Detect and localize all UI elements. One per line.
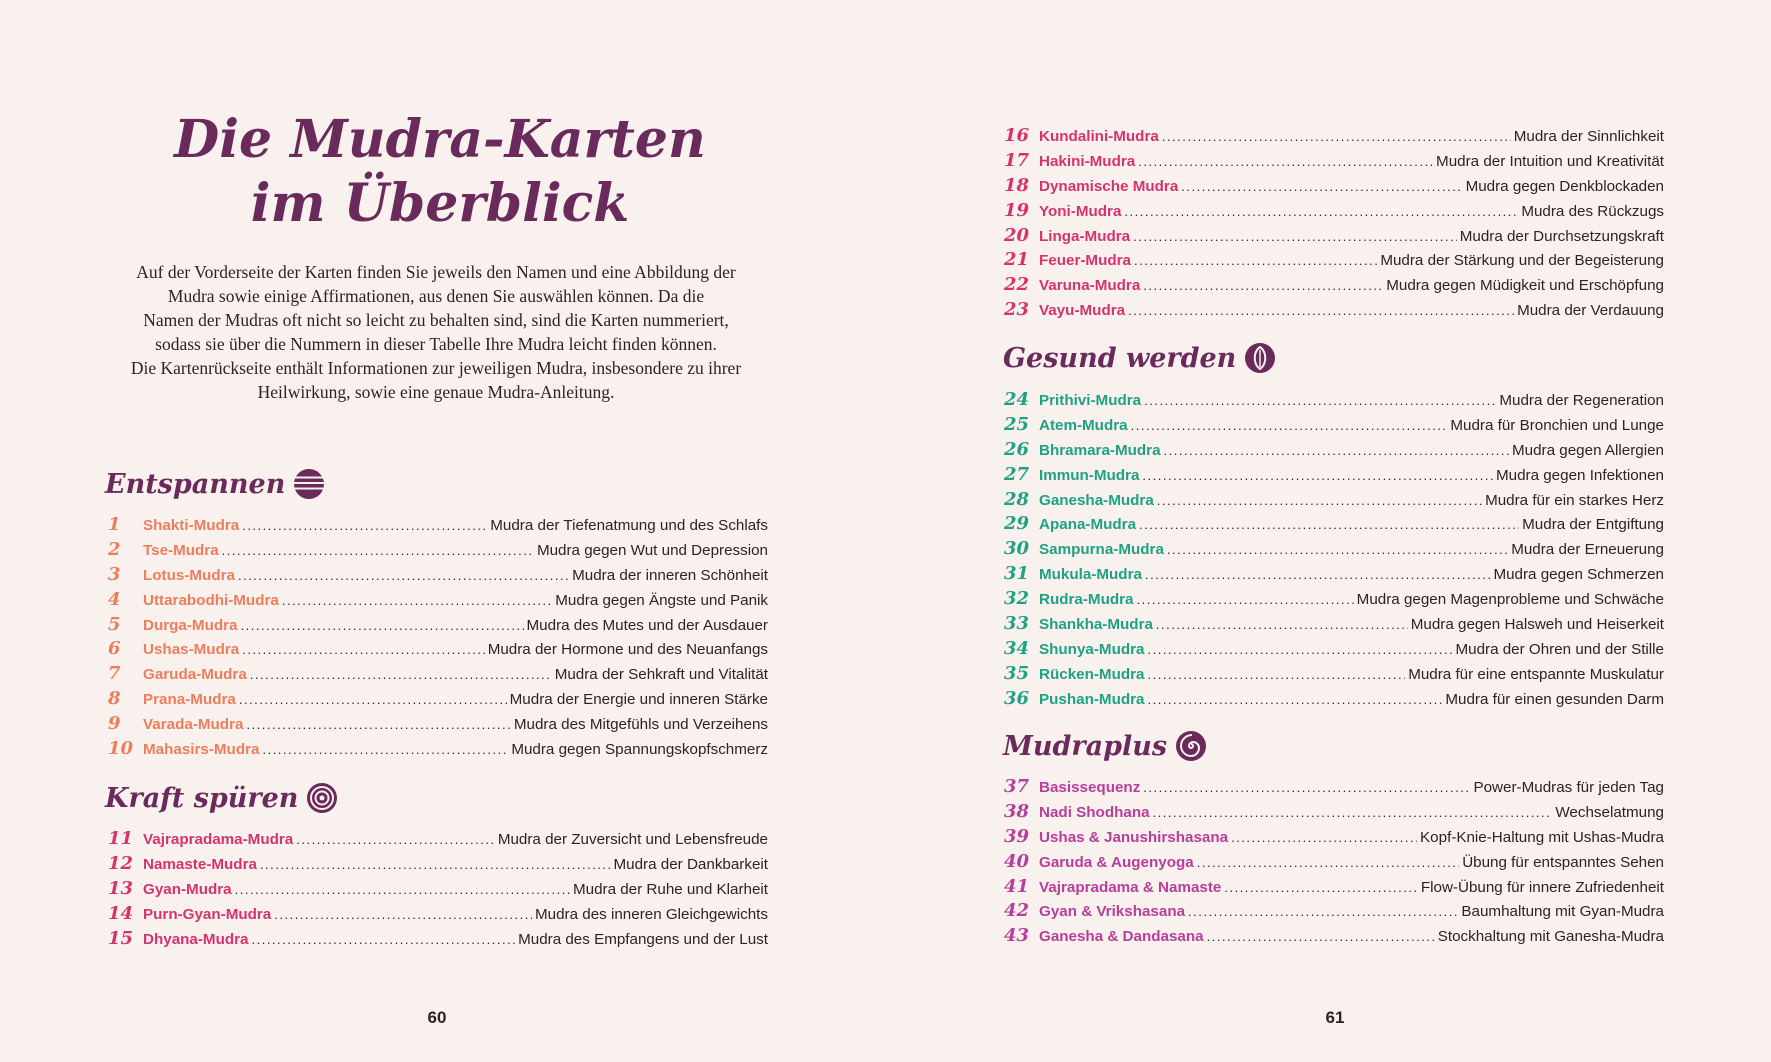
list-gesund	[1004, 388, 1664, 712]
mudra-description: Mudra gegen Ängste und Panik	[555, 591, 768, 609]
mudra-description: Kopf-Knie-Haltung mit Ushas-Mudra	[1420, 828, 1664, 846]
section-heading-label: Gesund werden	[1003, 342, 1237, 374]
list-entspannen	[108, 513, 768, 762]
dot-leader	[1162, 125, 1511, 150]
dot-leader	[1156, 613, 1408, 638]
card-number: 21	[1004, 249, 1030, 271]
left-page	[0, 0, 885, 1062]
card-number: 8	[108, 688, 121, 710]
mudra-description: Mudra des Mutes und der Ausdauer	[526, 616, 768, 634]
mudra-name: Kundalini-Mudra	[1039, 128, 1159, 145]
dot-leader	[1131, 414, 1448, 439]
dot-leader	[242, 514, 487, 539]
card-number: 17	[1004, 149, 1030, 171]
dot-leader	[274, 903, 532, 928]
title-line-2: im Überblick	[250, 173, 630, 234]
mudra-description: Mudra der Tiefenatmung und des Schlafs	[490, 517, 768, 534]
card-number: 2	[108, 538, 121, 560]
dot-leader	[238, 564, 569, 589]
mudra-description: Mudra für einen gesunden Darm	[1445, 690, 1664, 708]
section-heading-mudraplus	[1003, 730, 1207, 762]
mudra-description: Mudra der Sinnlichkeit	[1513, 128, 1664, 145]
mudra-description: Mudra für ein starkes Herz	[1485, 491, 1664, 509]
card-number: 3	[108, 563, 121, 585]
dot-leader	[222, 539, 534, 564]
dot-leader	[1197, 851, 1459, 876]
mudra-description: Mudra der Erneuerung	[1511, 541, 1664, 559]
mudra-description: Übung für entspanntes Sehen	[1462, 853, 1664, 871]
card-number: 26	[1004, 438, 1030, 460]
mudra-name: Hakini-Mudra	[1039, 152, 1136, 170]
card-number: 41	[1004, 875, 1030, 897]
list-item	[108, 737, 768, 762]
right-page	[885, 0, 1771, 1062]
mudra-description: Mudra der Entgiftung	[1522, 516, 1664, 534]
list-item	[1004, 512, 1664, 537]
intro-line: Die Kartenrückseite enthält Informationen zur jeweiligen Mudra, insbesondere zu ihrer	[130, 358, 742, 378]
dot-leader	[1124, 200, 1518, 225]
mudra-description: Mudra gegen Denkblockaden	[1465, 177, 1664, 195]
list-item	[1004, 298, 1664, 323]
list-item	[1004, 438, 1664, 463]
dot-leader	[1164, 439, 1509, 464]
card-number: 28	[1004, 488, 1030, 510]
dot-leader	[1224, 876, 1418, 901]
list-item	[1004, 637, 1664, 662]
dot-leader	[1142, 464, 1493, 489]
mudra-description: Mudra der Sehkraft und Vitalität	[554, 666, 768, 684]
dot-leader	[260, 853, 611, 878]
mudra-name: Prana-Mudra	[143, 691, 236, 709]
mudra-name: Dhyana-Mudra	[143, 930, 249, 948]
dot-leader	[1138, 150, 1433, 175]
list-item	[108, 588, 768, 613]
list-item	[108, 877, 768, 902]
mudra-description: Mudra des inneren Gleichgewichts	[535, 905, 768, 923]
list-item	[1004, 899, 1664, 924]
mudra-name: Varuna-Mudra	[1039, 277, 1141, 295]
card-number: 40	[1004, 850, 1030, 872]
card-number: 32	[1004, 588, 1030, 610]
list-item	[1004, 924, 1664, 949]
card-number: 9	[108, 713, 121, 735]
dot-leader	[1231, 826, 1417, 851]
list-item	[1004, 388, 1664, 413]
list-item	[108, 827, 768, 852]
list-item	[1004, 174, 1664, 199]
card-number: 35	[1004, 662, 1030, 684]
card-number: 37	[1004, 776, 1030, 797]
mudra-description: Mudra gegen Halsweh und Heiserkeit	[1410, 616, 1664, 634]
card-number: 29	[1004, 513, 1030, 535]
mudra-description: Mudra für Bronchien und Lunge	[1450, 416, 1664, 434]
section-heading-kraft	[105, 782, 338, 814]
list-item	[1004, 149, 1664, 174]
section-heading-gesund	[1003, 342, 1276, 374]
mudra-name: Linga-Mudra	[1039, 227, 1131, 245]
list-item	[1004, 850, 1664, 875]
mudra-name: Gyan-Mudra	[143, 880, 232, 898]
mudra-name: Bhramara-Mudra	[1039, 441, 1161, 459]
page-number-right: 61	[1325, 1008, 1345, 1027]
card-number: 15	[108, 927, 134, 949]
mudra-description: Wechselatmung	[1555, 803, 1664, 821]
mudra-name: Namaste-Mudra	[143, 855, 257, 873]
mudra-name: Rücken-Mudra	[1039, 665, 1145, 683]
list-item	[108, 902, 768, 927]
mudra-description: Mudra der inneren Schönheit	[572, 566, 768, 584]
mudra-name: Prithivi-Mudra	[1039, 392, 1142, 409]
dot-leader	[239, 688, 507, 713]
list-item	[1004, 199, 1664, 224]
dot-leader	[1144, 389, 1496, 414]
list-item	[108, 712, 768, 737]
mudra-description: Mudra gegen Infektionen	[1495, 466, 1664, 484]
intro-line: Namen der Mudras oft nicht so leicht zu behalten sind, sind die Karten nummeriert,	[143, 310, 729, 330]
mudra-name: Garuda-Mudra	[143, 666, 247, 684]
mudra-name: Basissequenz	[1039, 779, 1141, 796]
list-item	[1004, 825, 1664, 850]
list-item	[108, 637, 768, 662]
card-number: 24	[1004, 389, 1030, 410]
mudra-description: Mudra der Zuversicht und Lebensfreude	[497, 831, 768, 848]
mudra-description: Mudra für eine entspannte Muskulatur	[1408, 665, 1664, 683]
card-number: 20	[1004, 224, 1030, 246]
mudra-name: Vajrapradama-Mudra	[143, 831, 294, 848]
list-kraft-part1	[108, 827, 768, 951]
mudra-name: Pushan-Mudra	[1039, 690, 1145, 708]
list-item	[1004, 687, 1664, 712]
mudra-description: Power-Mudras für jeden Tag	[1473, 779, 1664, 796]
section-heading-entspannen	[105, 468, 325, 500]
mudra-description: Mudra gegen Spannungskopfschmerz	[511, 741, 768, 759]
mudra-description: Mudra des Empfangens und der Lust	[518, 930, 768, 948]
mudra-name: Rudra-Mudra	[1039, 591, 1134, 609]
mudra-description: Mudra der Hormone und des Neuanfangs	[487, 641, 768, 659]
card-number: 13	[108, 877, 134, 899]
dot-leader	[1157, 489, 1482, 514]
list-item	[108, 563, 768, 588]
intro-text	[100, 260, 772, 404]
intro-line: Mudra sowie einige Affirmationen, aus denen Sie auswählen können. Da die	[167, 286, 705, 306]
mudra-description: Mudra der Verdauung	[1517, 302, 1664, 320]
mudra-name: Atem-Mudra	[1039, 416, 1128, 434]
mudra-description: Mudra der Intuition und Kreativität	[1436, 152, 1664, 170]
dot-leader	[1145, 563, 1491, 588]
dot-leader	[1128, 299, 1514, 324]
list-item	[1004, 413, 1664, 438]
mudra-name: Ganesha & Dandasana	[1039, 928, 1204, 946]
dot-leader	[1143, 776, 1470, 801]
mudra-description: Baumhaltung mit Gyan-Mudra	[1461, 903, 1664, 921]
card-number: 39	[1004, 825, 1030, 847]
card-number: 12	[108, 852, 134, 874]
intro-line: sodass sie über die Nummern in dieser Tabelle Ihre Mudra leicht finden können.	[155, 334, 717, 354]
mudra-description: Mudra gegen Allergien	[1512, 441, 1664, 459]
mudra-description: Flow-Übung für innere Zufriedenheit	[1420, 878, 1664, 896]
mudra-description: Mudra des Mitgefühls und Verzeihens	[513, 716, 768, 734]
concentric-circles-icon	[306, 782, 338, 814]
dot-leader	[1147, 688, 1442, 713]
list-item	[108, 538, 768, 563]
card-number: 34	[1004, 637, 1030, 659]
mudra-name: Nadi Shodhana	[1039, 803, 1150, 821]
dot-leader	[1167, 538, 1508, 563]
mudra-name: Purn-Gyan-Mudra	[143, 905, 272, 923]
mudra-description: Mudra der Stärkung und der Begeisterung	[1380, 252, 1664, 270]
list-item	[1004, 248, 1664, 273]
mudra-name: Sampurna-Mudra	[1039, 541, 1164, 559]
mudra-name: Apana-Mudra	[1039, 516, 1137, 534]
mudra-name: Immun-Mudra	[1039, 466, 1140, 484]
dot-leader	[282, 589, 552, 614]
card-number: 31	[1004, 563, 1030, 585]
mudra-name: Shunya-Mudra	[1039, 640, 1145, 658]
list-item	[1004, 463, 1664, 488]
dot-leader	[1139, 513, 1519, 538]
mudra-name: Garuda & Augenyoga	[1039, 853, 1194, 871]
card-number: 38	[1004, 800, 1030, 822]
mudra-name: Dynamische Mudra	[1039, 177, 1179, 195]
mudra-description: Stockhaltung mit Ganesha-Mudra	[1437, 928, 1664, 946]
section-heading-label: Kraft spüren	[105, 782, 299, 814]
mudra-name: Varada-Mudra	[143, 716, 244, 734]
dot-leader	[1188, 900, 1458, 925]
list-mudraplus	[1004, 775, 1664, 949]
mudra-name: Gyan & Vrikshasana	[1039, 903, 1186, 921]
card-number: 7	[108, 663, 121, 685]
section-heading-label: Mudraplus	[1003, 730, 1168, 762]
dot-leader	[262, 738, 508, 763]
dot-leader	[250, 663, 552, 688]
mudra-name: Ushas-Mudra	[143, 641, 240, 659]
mudra-description: Mudra gegen Wut und Depression	[536, 541, 768, 559]
card-number: 33	[1004, 613, 1030, 635]
mudra-name: Tse-Mudra	[143, 541, 219, 559]
mudra-description: Mudra der Regeneration	[1499, 392, 1664, 409]
list-item	[108, 852, 768, 877]
card-number: 25	[1004, 413, 1030, 435]
dot-leader	[1181, 175, 1462, 200]
mudra-name: Mahasirs-Mudra	[143, 741, 260, 759]
title-line-1: Die Mudra-Karten	[174, 109, 706, 170]
dot-leader	[1147, 638, 1452, 663]
list-item	[108, 513, 768, 538]
dot-leader	[235, 878, 570, 903]
list-item	[1004, 224, 1664, 249]
list-item	[108, 927, 768, 952]
mudra-description: Mudra gegen Magenprobleme und Schwäche	[1356, 591, 1664, 609]
dot-leader	[1134, 249, 1377, 274]
card-number: 14	[108, 902, 134, 924]
list-item	[108, 687, 768, 712]
dot-leader	[1133, 225, 1457, 250]
list-item	[1004, 800, 1664, 825]
page-title	[90, 108, 790, 236]
dot-leader	[241, 614, 524, 639]
mudra-name: Mukula-Mudra	[1039, 566, 1142, 584]
card-number: 19	[1004, 199, 1030, 221]
card-number: 27	[1004, 463, 1030, 485]
striped-circle-icon	[293, 468, 325, 500]
mudra-name: Shakti-Mudra	[143, 517, 240, 534]
mudra-description: Mudra gegen Müdigkeit und Erschöpfung	[1386, 277, 1664, 295]
card-number: 30	[1004, 538, 1030, 560]
mudra-name: Ushas & Janushirshasana	[1039, 828, 1229, 846]
card-number: 6	[108, 638, 121, 660]
card-number: 22	[1004, 274, 1030, 296]
list-item	[1004, 273, 1664, 298]
dot-leader	[1147, 663, 1405, 688]
intro-line: Auf der Vorderseite der Karten finden Sie jeweils den Namen und eine Abbildung der	[136, 262, 736, 282]
list-item	[1004, 662, 1664, 687]
mudra-description: Mudra der Energie und inneren Stärke	[509, 691, 768, 709]
mudra-description: Mudra gegen Schmerzen	[1493, 566, 1664, 584]
mudra-description: Mudra des Rückzugs	[1521, 202, 1664, 220]
section-heading-label: Entspannen	[105, 468, 286, 500]
card-number: 43	[1004, 925, 1030, 947]
card-number: 36	[1004, 687, 1030, 709]
intro-line: Heilwirkung, sowie eine genaue Mudra-Anleitung.	[257, 382, 615, 402]
list-item	[1004, 562, 1664, 587]
mudra-name: Ganesha-Mudra	[1039, 491, 1154, 509]
dot-leader	[246, 713, 510, 738]
mudra-name: Uttarabodhi-Mudra	[143, 591, 279, 609]
list-item	[1004, 488, 1664, 513]
card-number: 11	[108, 828, 134, 849]
list-kraft-part2	[1004, 124, 1664, 323]
mudra-description: Mudra der Dankbarkeit	[613, 855, 768, 873]
dot-leader	[296, 828, 495, 853]
leaf-circle-icon	[1244, 342, 1276, 374]
page-number-left: 60	[427, 1008, 447, 1027]
card-number: 16	[1004, 125, 1030, 146]
mudra-name: Vayu-Mudra	[1039, 302, 1126, 320]
dot-leader	[1143, 274, 1383, 299]
card-number: 23	[1004, 299, 1030, 321]
card-number: 4	[108, 588, 121, 610]
mudra-name: Durga-Mudra	[143, 616, 238, 634]
list-item	[1004, 875, 1664, 900]
card-number: 5	[108, 613, 121, 635]
dot-leader	[1207, 925, 1435, 950]
list-item	[1004, 612, 1664, 637]
card-number: 42	[1004, 900, 1030, 922]
dot-leader	[242, 638, 484, 663]
dot-leader	[251, 928, 515, 953]
mudra-name: Feuer-Mudra	[1039, 252, 1131, 270]
list-item	[108, 662, 768, 687]
dot-leader	[1137, 588, 1354, 613]
dot-leader	[1153, 801, 1553, 826]
list-item	[1004, 587, 1664, 612]
mudra-name: Vajrapradama & Namaste	[1039, 878, 1222, 896]
mudra-description: Mudra der Ruhe und Klarheit	[572, 880, 768, 898]
card-number: 18	[1004, 174, 1030, 196]
list-item	[1004, 775, 1664, 800]
spiral-icon	[1175, 730, 1207, 762]
list-item	[108, 613, 768, 638]
list-item	[1004, 124, 1664, 149]
mudra-name: Yoni-Mudra	[1039, 202, 1122, 220]
mudra-description: Mudra der Ohren und der Stille	[1455, 640, 1664, 658]
list-item	[1004, 537, 1664, 562]
card-number: 1	[108, 514, 121, 535]
mudra-name: Shankha-Mudra	[1039, 616, 1153, 634]
mudra-description: Mudra der Durchsetzungskraft	[1459, 227, 1664, 245]
mudra-name: Lotus-Mudra	[143, 566, 235, 584]
card-number: 10	[108, 738, 134, 760]
